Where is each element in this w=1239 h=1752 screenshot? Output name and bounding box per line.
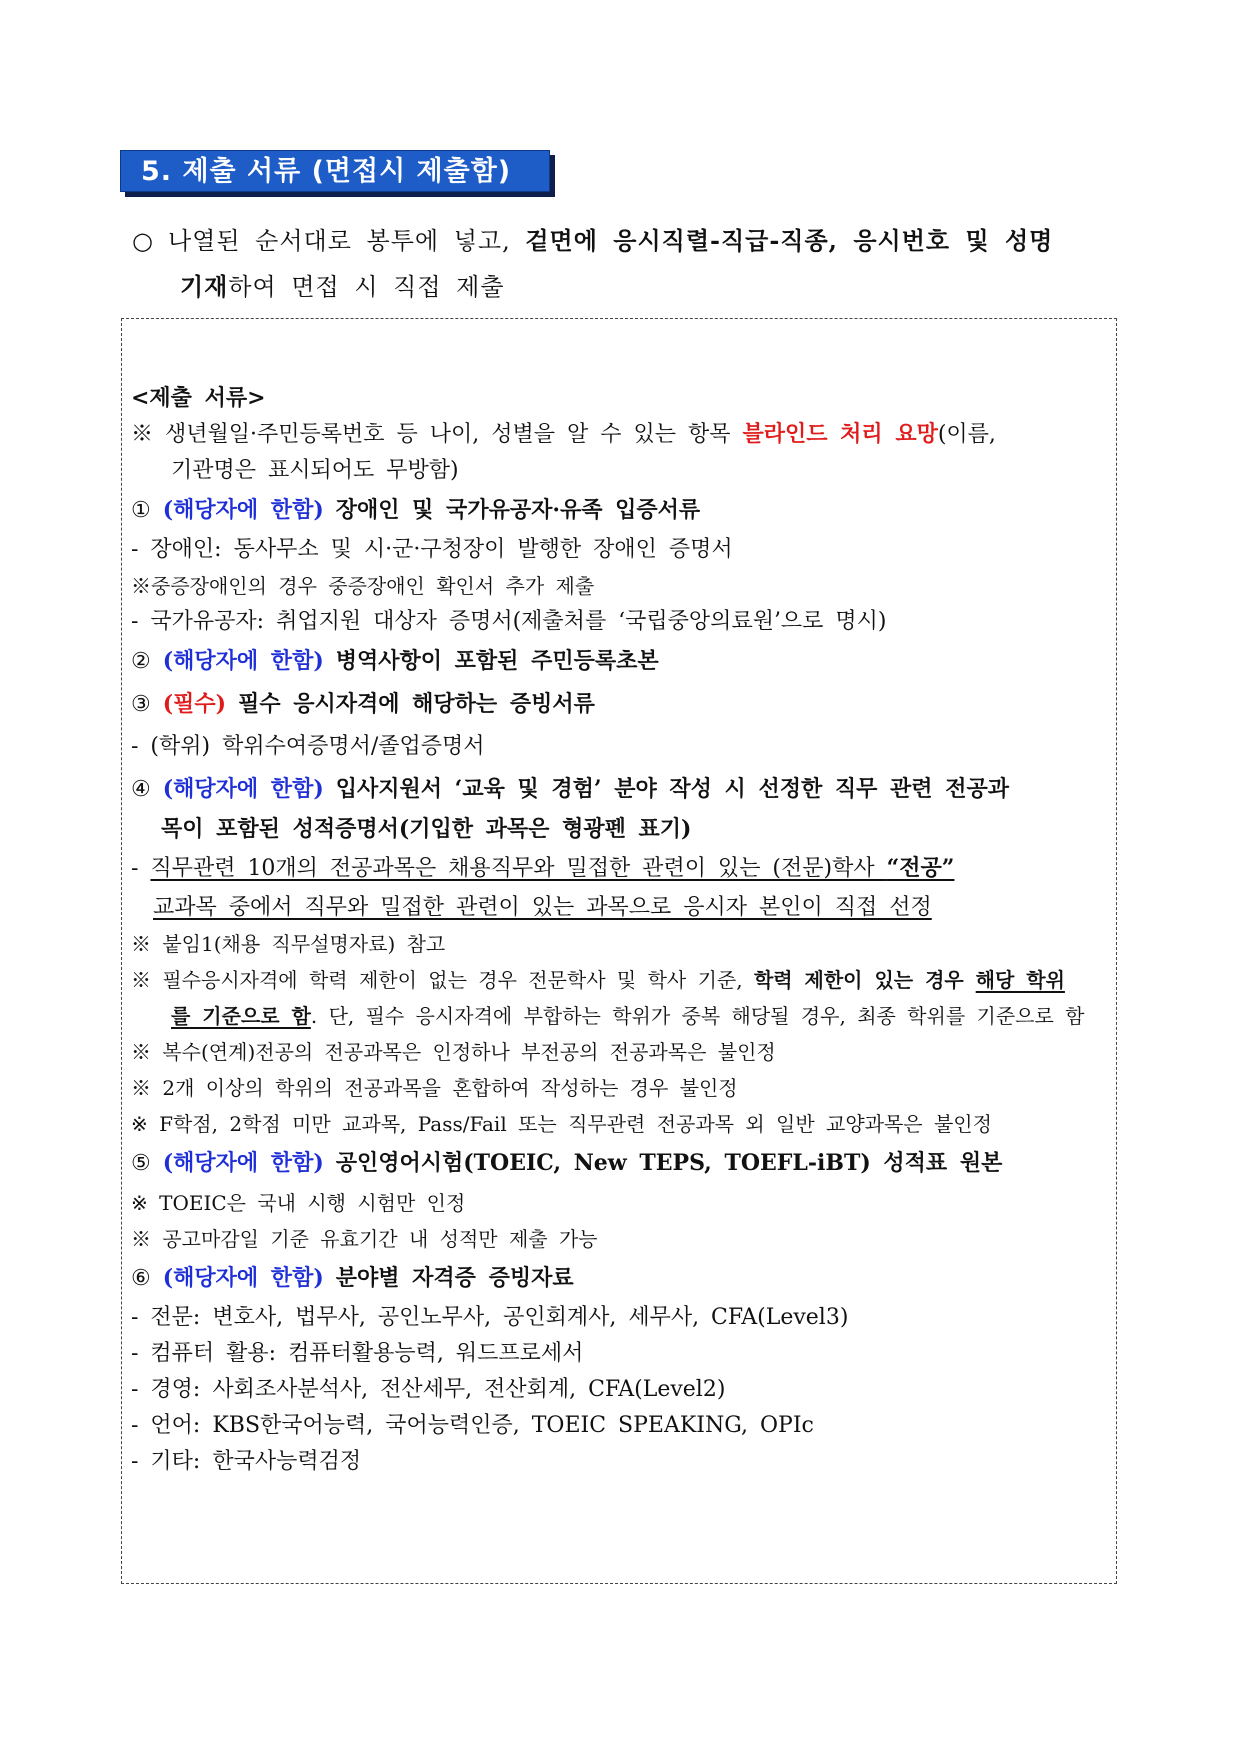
blind-note-line-2: 기관명은 표시되어도 무방함) (171, 458, 459, 483)
item-1-note: ※중증장애인의 경우 중증장애인 확인서 추가 제출 (131, 574, 595, 598)
item-3-title: ③ (필수) 필수 응시자격에 해당하는 증빙서류 (131, 691, 595, 717)
intro-line-2: 기재하여 면접 시 직접 제출 (180, 272, 505, 301)
item-6-title: ⑥ (해당자에 한함) 분야별 자격증 증빙자료 (131, 1265, 574, 1291)
item-4-title-line-2: 목이 포함된 성적증명서(기입한 과목은 형광펜 표기) (161, 816, 692, 842)
item-5-title: ⑤ (해당자에 한함) 공인영어시험(TOEIC, New TEPS, TOEFL-iBT) 성적표 원본 (131, 1150, 1003, 1176)
intro-line-1: ○ 나열된 순서대로 봉투에 넣고, 겉면에 응시직렬-직급-직종, 응시번호 및 성명 (132, 218, 1122, 264)
item-6-sub: - 컴퓨터 활용: 컴퓨터활용능력, 워드프로세서 (131, 1341, 584, 1366)
circle-bullet: ○ (132, 227, 154, 255)
item-2-title: ② (해당자에 한함) 병역사항이 포함된 주민등록초본 (131, 648, 659, 674)
item-4-title: ④ (해당자에 한함) 입사지원서 ‘교육 및 경험’ 분야 작성 시 선정한 직무 관련 전공과 (131, 776, 1009, 802)
intro-paragraph (132, 218, 1122, 310)
item-6-sub: - 언어: KBS한국어능력, 국어능력인증, TOEIC SPEAKING, OPIc (131, 1413, 814, 1438)
item-1-sub-2: - 국가유공자: 취업지원 대상자 증명서(제출처를 ‘국립중앙의료원’으로 명시) (131, 609, 887, 634)
item-5-note-2: ※ 공고마감일 기준 유효기간 내 성적만 제출 가능 (131, 1227, 598, 1251)
item-6-sub: - 전문: 변호사, 법무사, 공인노무사, 공인회계사, 세무사, CFA(Level3) (131, 1305, 849, 1330)
item-4-note-3: ※ 복수(연계)전공의 전공과목은 인정하나 부전공의 전공과목은 불인정 (131, 1040, 776, 1064)
item-6-sub: - 경영: 사회조사분석사, 전산세무, 전산회계, CFA(Level2) (131, 1377, 726, 1402)
item-4-note-1: ※ 붙임1(채용 직무설명자료) 참고 (131, 932, 446, 956)
item-6-sub: - 기타: 한국사능력검정 (131, 1449, 362, 1474)
item-4-note-5: ※ F학점, 2학점 미만 교과목, Pass/Fail 또는 직무관련 전공과목 외 일반 교양과목은 불인정 (131, 1112, 992, 1136)
section-heading: 5. 제출 서류 (면접시 제출함) (120, 150, 550, 192)
box-title: <제출 서류> (131, 385, 266, 411)
documents-content (131, 380, 1111, 1480)
item-3-sub-1: - (학위) 학위수여증명서/졸업증명서 (131, 734, 485, 759)
item-4-note-4: ※ 2개 이상의 학위의 전공과목을 혼합하여 작성하는 경우 불인정 (131, 1076, 738, 1100)
item-4-sub-line-2: 교과목 중에서 직무와 밀접한 관련이 있는 과목으로 응시자 본인이 직접 선정 (153, 895, 932, 920)
item-4-note-2: ※ 필수응시자격에 학력 제한이 없는 경우 전문학사 및 학사 기준, 학력 제한이 있는 경우 해당 학위 (131, 968, 1065, 992)
item-1-title: ① (해당자에 한함) 장애인 및 국가유공자·유족 입증서류 (131, 497, 701, 523)
item-4-note-2-line-2: 를 기준으로 함. 단, 필수 응시자격에 부합하는 학위가 중복 해당될 경우, 최종 학위를 기준으로 함 (171, 1004, 1085, 1028)
blind-note: ※ 생년월일·주민등록번호 등 나이, 성별을 알 수 있는 항목 블라인드 처리 요망(이름, (131, 421, 996, 447)
item-4-sub-line-1: - 직무관련 10개의 전공과목은 채용직무와 밀접한 관련이 있는 (전문)학사 “전공” (131, 855, 955, 881)
item-1-sub-1: - 장애인: 동사무소 및 시·군·구청장이 발행한 장애인 증명서 (131, 537, 733, 562)
item-5-note-1: ※ TOEIC은 국내 시행 시험만 인정 (131, 1191, 466, 1215)
